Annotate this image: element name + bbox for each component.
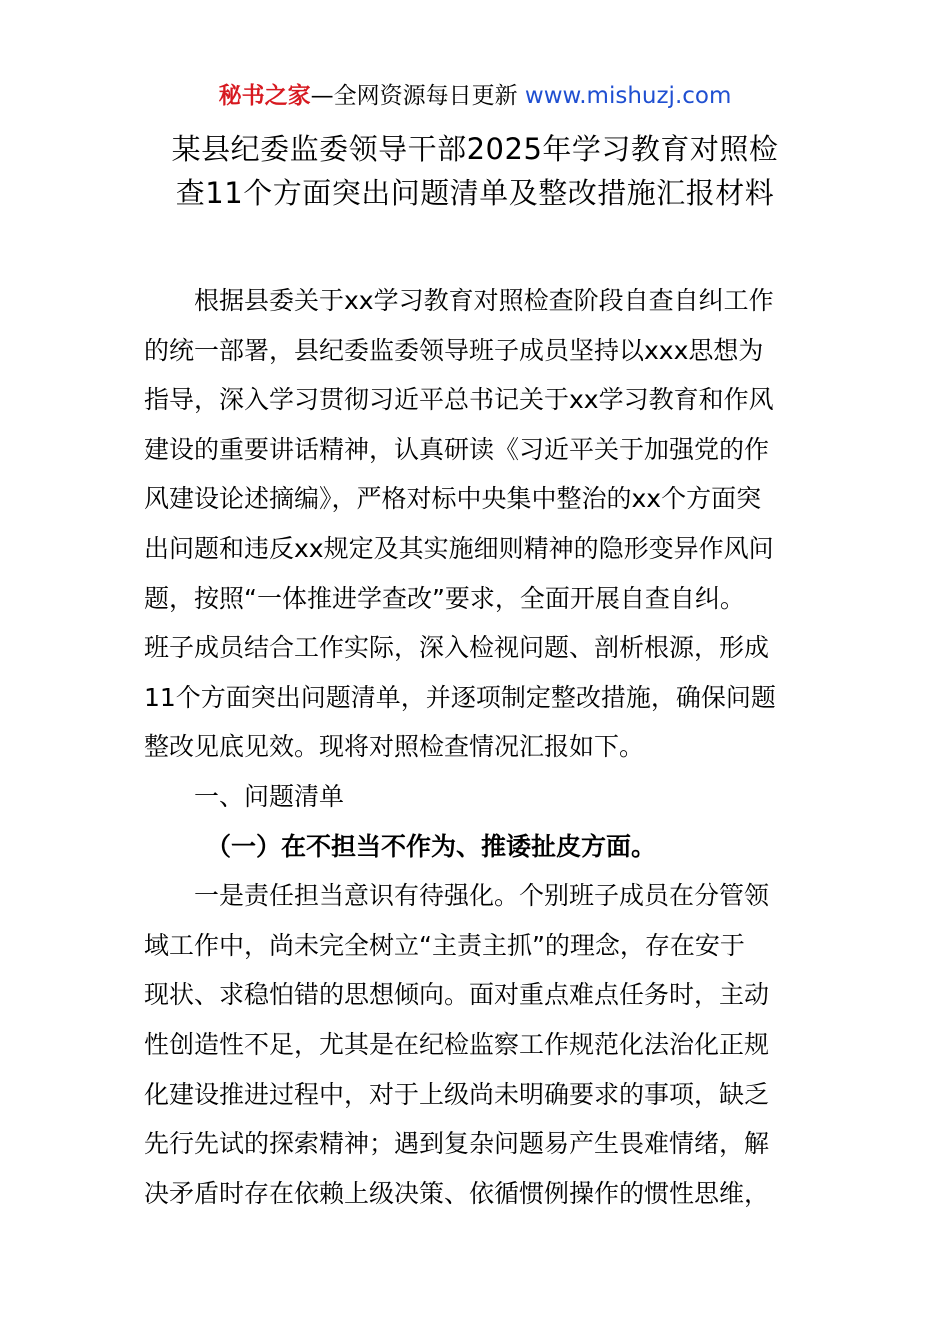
point-line: 现状、求稳怕错的思想倾向。面对重点难点任务时，主动 [144, 980, 770, 1010]
point-line: 性创造性不足，尤其是在纪检监察工作规范化法治化正规 [144, 1029, 770, 1059]
intro-line: 出问题和违反xx规定及其实施细则精神的隐形变异作风问 [144, 533, 774, 563]
brand-name: 秘书之家 [218, 83, 311, 109]
intro-line: 班子成员结合工作实际，深入检视问题、剖析根源，形成 [144, 633, 770, 663]
intro-line: 11个方面突出问题清单，并逐项制定整改措施，确保问题 [144, 682, 776, 712]
title-line-1: 某县纪委监委领导干部2025年学习教育对照检 [171, 132, 779, 166]
document-body [144, 276, 824, 1218]
subsection-heading: （一）在不担当不作为、推诿扯皮方面。 [206, 831, 657, 861]
intro-line: 的统一部署，县纪委监委领导班子成员坚持以xxx思想为 [144, 335, 764, 365]
intro-line: 风建设论述摘编》，严格对标中央集中整治的xx个方面突 [144, 484, 762, 514]
intro-line: 建设的重要讲话精神，认真研读《习近平关于加强党的作 [144, 434, 770, 464]
point-line: 决矛盾时存在依赖上级决策、依循惯例操作的惯性思维， [144, 1178, 770, 1208]
document-title [110, 127, 840, 215]
site-url-link[interactable]: www.mishuzj.com [524, 83, 732, 109]
point-line: 化建设推进过程中，对于上级尚未明确要求的事项，缺乏 [144, 1079, 770, 1109]
point-line: 一是责任担当意识有待强化。个别班子成员在分管领 [194, 881, 770, 911]
intro-line: 整改见底见效。现将对照检查情况汇报如下。 [144, 732, 645, 762]
intro-line: 题，按照“一体推进学查改”要求，全面开展自查自纠。 [144, 583, 745, 613]
title-line-2: 查11个方面突出问题清单及整改措施汇报材料 [175, 176, 775, 210]
header-tagline: —全网资源每日更新 [310, 83, 525, 109]
point-line: 域工作中，尚未完全树立“主责主抓”的理念，存在安于 [144, 930, 745, 960]
point-line: 先行先试的探索精神；遇到复杂问题易产生畏难情绪，解 [144, 1129, 770, 1159]
site-header [0, 80, 950, 112]
section-heading: 一、问题清单 [194, 781, 345, 811]
intro-line: 指导，深入学习贯彻习近平总书记关于xx学习教育和作风 [144, 385, 774, 415]
intro-line: 根据县委关于xx学习教育对照检查阶段自查自纠工作 [194, 286, 774, 315]
